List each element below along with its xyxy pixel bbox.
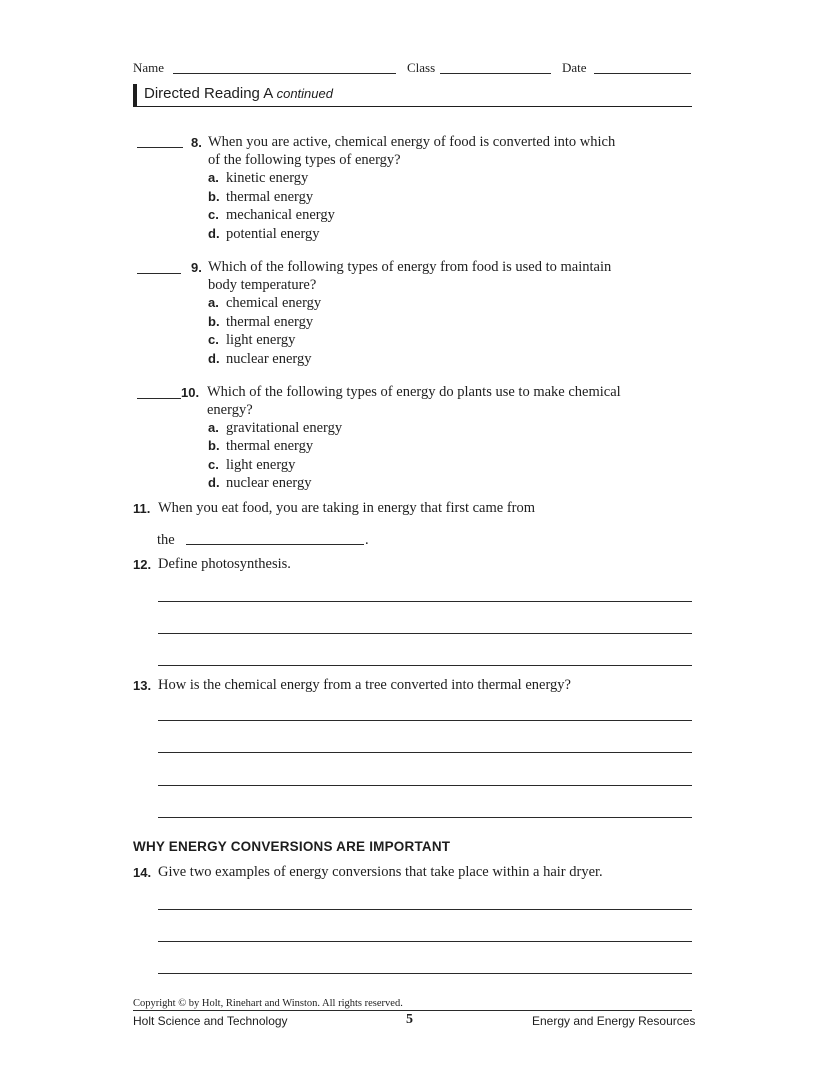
date-field[interactable]	[594, 73, 691, 74]
option-item[interactable]	[208, 475, 311, 492]
option-text: thermal energy	[226, 314, 314, 330]
answer-blank-9[interactable]	[137, 273, 181, 274]
question-number: 14.	[133, 865, 152, 880]
footer-title: Energy and Energy Resources	[532, 1014, 696, 1028]
answer-line[interactable]	[158, 941, 692, 942]
page-title-suffix: continued	[276, 86, 333, 101]
answer-line[interactable]	[158, 785, 692, 786]
question-number: 9.	[191, 260, 202, 275]
option-letter: d.	[208, 351, 220, 366]
option-letter: a.	[208, 420, 219, 435]
option-text: potential energy	[226, 226, 320, 242]
answer-line[interactable]	[158, 973, 692, 974]
name-field[interactable]	[173, 73, 396, 74]
page-number: 5	[406, 1012, 413, 1027]
question-number: 12.	[133, 557, 152, 572]
answer-line[interactable]	[158, 909, 692, 910]
option-text: kinetic energy	[226, 170, 309, 186]
answer-line[interactable]	[158, 817, 692, 818]
question-number: 13.	[133, 678, 152, 693]
option-letter: d.	[208, 226, 220, 241]
option-letter: c.	[208, 207, 219, 222]
option-item[interactable]	[208, 170, 308, 187]
option-item[interactable]	[208, 351, 311, 368]
option-text: light energy	[226, 457, 296, 473]
footer-publisher: Holt Science and Technology	[133, 1014, 288, 1028]
option-letter: b.	[208, 189, 220, 204]
answer-blank-8[interactable]	[137, 147, 183, 148]
class-field[interactable]	[440, 73, 551, 74]
question-text: How is the chemical energy from a tree converted into thermal energy?	[158, 677, 571, 693]
option-text: nuclear energy	[226, 351, 312, 367]
answer-line[interactable]	[158, 720, 692, 721]
question-text: When you are active, chemical energy of food is converted into which	[208, 134, 616, 150]
question-text: Define photosynthesis.	[158, 556, 291, 572]
option-text: thermal energy	[226, 189, 314, 205]
name-label: Name	[133, 60, 165, 75]
option-text: gravitational energy	[226, 420, 343, 436]
answer-blank-10[interactable]	[137, 398, 181, 399]
option-text: nuclear energy	[226, 475, 312, 491]
option-item[interactable]	[208, 457, 295, 474]
question-number: 10.	[181, 385, 200, 400]
option-letter: a.	[208, 295, 219, 310]
option-item[interactable]	[208, 226, 320, 243]
option-item[interactable]	[208, 207, 335, 224]
option-item[interactable]	[208, 332, 295, 349]
answer-line[interactable]	[158, 601, 692, 602]
question-number: 8.	[191, 135, 202, 150]
option-item[interactable]	[208, 189, 313, 206]
fill-prefix: the	[157, 532, 175, 548]
banner-bar	[133, 84, 137, 106]
answer-line[interactable]	[158, 633, 692, 634]
question-number: 11.	[133, 501, 151, 516]
option-item[interactable]	[208, 314, 313, 331]
answer-line[interactable]	[158, 752, 692, 753]
footer-rule	[133, 1010, 692, 1011]
question-text: Give two examples of energy conversions that take place within a hair dryer.	[158, 864, 603, 880]
fill-suffix: .	[365, 532, 369, 548]
option-item[interactable]	[208, 420, 342, 437]
page-title	[144, 85, 333, 102]
fill-in-blank-11[interactable]	[186, 544, 364, 545]
date-label: Date	[562, 60, 587, 75]
option-letter: b.	[208, 314, 220, 329]
option-item[interactable]	[208, 438, 313, 455]
option-letter: c.	[208, 457, 219, 472]
page-title-text: Directed Reading A	[144, 85, 273, 102]
question-text: Which of the following types of energy from food is used to maintain	[208, 259, 612, 275]
option-letter: a.	[208, 170, 219, 185]
option-text: thermal energy	[226, 438, 314, 454]
option-text: chemical energy	[226, 295, 322, 311]
copyright-notice: Copyright © by Holt, Rinehart and Winston. All rights reserved.	[133, 998, 403, 1009]
question-text: Which of the following types of energy do plants use to make chemical	[207, 384, 621, 400]
class-label: Class	[407, 60, 436, 75]
option-text: mechanical energy	[226, 207, 335, 223]
question-text: body temperature?	[208, 277, 317, 293]
option-letter: c.	[208, 332, 219, 347]
answer-line[interactable]	[158, 665, 692, 666]
header-rule	[133, 106, 692, 107]
option-letter: d.	[208, 475, 220, 490]
question-text: of the following types of energy?	[208, 152, 401, 168]
section-heading: WHY ENERGY CONVERSIONS ARE IMPORTANT	[133, 839, 451, 854]
option-item[interactable]	[208, 295, 321, 312]
question-text: energy?	[207, 402, 253, 418]
option-text: light energy	[226, 332, 296, 348]
question-text: When you eat food, you are taking in energy that first came from	[158, 500, 536, 516]
option-letter: b.	[208, 438, 220, 453]
